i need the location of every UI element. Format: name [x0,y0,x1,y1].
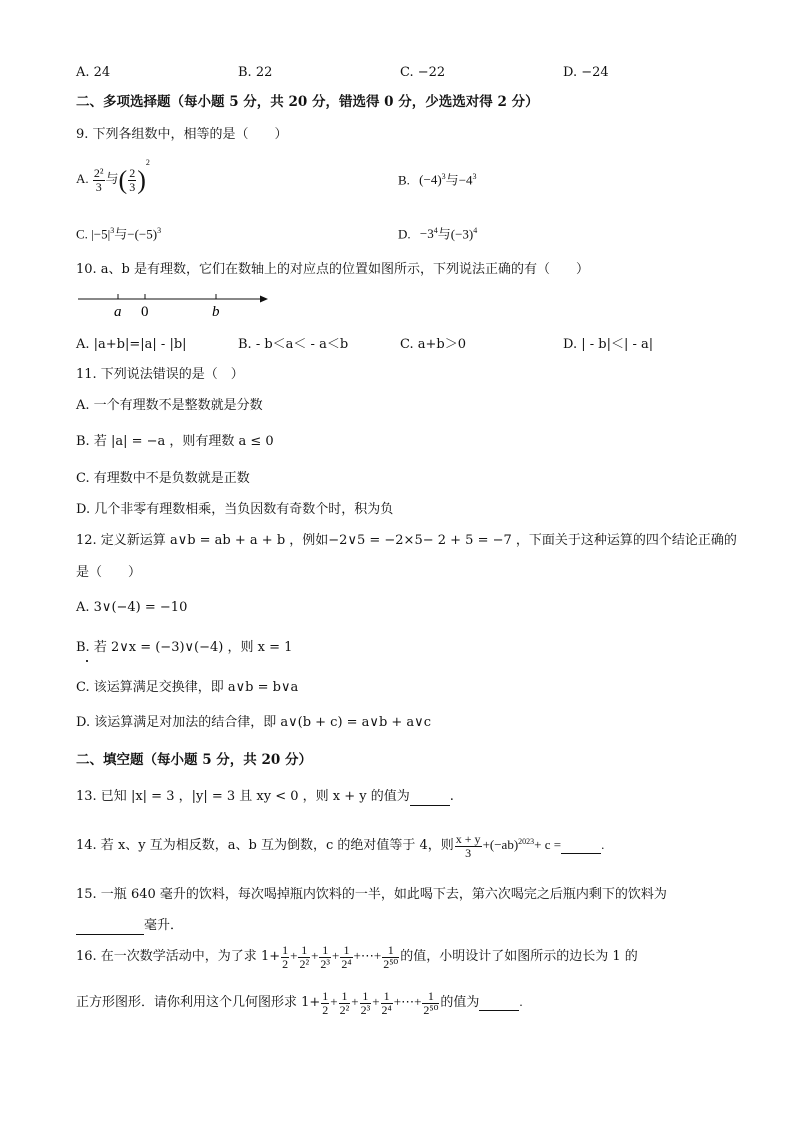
section-heading-multiple-choice: 二、多项选择题（每小题 5 分，共 20 分，错选得 0 分，少选选对得 2 分） [76,94,539,110]
exponent: 2 [145,158,150,167]
q14-mid: +(−ab) [482,837,519,853]
exponent: 2023 [518,836,535,846]
exponent: 4 [433,226,438,235]
q10-option-b: B. - b＜a＜ - a＜b [238,337,349,352]
q9-option-d [398,226,477,242]
answer-blank[interactable] [479,994,519,1011]
expression-base: −3 [419,226,434,242]
expression-tail: −(−5) [127,226,158,242]
fraction-numerator: 1 [322,989,329,1003]
q16-end: . [519,994,523,1010]
q13-text: 13. 已知 |x| = 3 ，|y| = 3 且 xy < 0 ，则 x + y 的值为 [76,789,410,804]
option-label: C. [76,226,88,242]
q14-end: . [601,837,605,853]
q15-line1: 15. 一瓶 640 毫升的饮料，每次喝掉瓶内饮料的一半，如此喝下去，第六次喝完之后瓶内剩下的饮料为 [76,887,667,902]
plus-sign: + [290,948,298,964]
number-line-figure [76,290,276,322]
q9-option-b [398,172,477,188]
q16-text-post: 的值，小明设计了如图所示的边长为 1 的 [400,949,638,965]
ellipsis: +⋯+ [353,948,382,964]
fraction-denominator: 2² [299,956,310,971]
ellipsis: +⋯+ [393,994,422,1010]
q14-tail: + c = [534,837,562,853]
connector-word: 与 [445,172,459,188]
q12-option-d: D. 该运算满足对加法的结合律，即 a∨(b + c) = a∨b + a∨c [76,715,431,730]
fraction-numerator: 1 [298,944,310,958]
q16-text-pre: 16. 在一次数学活动中，为了求 1+ [76,949,281,965]
q9-stem: 9. 下列各组数中，相等的是（ ） [76,127,288,142]
expression-base: (−4) [419,172,442,188]
section-heading-fill-in: 二、填空题（每小题 5 分，共 20 分） [76,752,312,768]
fraction-numerator: 1 [381,990,393,1004]
q16-line2 [76,990,523,1016]
q12-option-c: C. 该运算满足交换律，即 a∨b = b∨a [76,680,299,695]
q16-line1 [76,944,638,970]
q9-option-c [76,226,161,242]
connector-word: 与 [437,226,451,242]
axis-arrow [260,296,268,303]
fraction-numerator: 2² [93,165,104,180]
q8-option-a: A. 24 [76,65,111,80]
expression-tail: (−3) [450,226,474,242]
connector-word: 与 [114,226,128,242]
plus-sign: + [372,994,380,1010]
exponent: 3 [441,172,446,181]
option-label: A. [76,171,89,186]
plus-sign: + [332,948,340,964]
stray-dot [86,660,88,662]
q12-option-b: B. 若 2∨x = (−3)∨(−4) ，则 x = 1 [76,640,293,655]
axis-label-b: b [212,304,220,320]
q12-stem-line2: 是（ ） [76,565,142,580]
answer-blank[interactable] [410,789,450,806]
q13 [76,789,454,806]
plus-sign: + [311,948,319,964]
q15-unit: 毫升． [144,918,184,933]
fraction-denominator: 2⁴ [381,1002,392,1017]
exponent: 3 [472,172,477,181]
fraction-denominator: 3 [95,179,102,194]
fraction-numerator: 1 [422,990,439,1004]
q12-stem-line1: 12. 定义新运算 a∨b = ab + a + b ，例如−2∨5 = −2×5− 2 + 5 = −7 ，下面关于这种运算的四个结论正确的 [76,533,737,548]
expression-tail: −4 [458,172,473,188]
exponent: 3 [110,226,115,235]
q10-option-c: C. a+b＞0 [400,337,466,352]
axis-label-0: 0 [141,304,149,320]
fraction-denominator: 2⁵⁰ [423,1002,439,1017]
q12-option-a: A. 3∨(−4) = −10 [76,600,188,615]
q9-option-a: A. $\frac{\text{2²}}{3}$ 与( $\frac{2}{3}$ )$^2$ [76,158,150,195]
fraction-denominator: 2² [339,1002,350,1017]
fraction-numerator: 1 [319,944,331,958]
plus-sign: + [330,994,338,1010]
q10-option-d: D. | - b|＜| - a| [563,337,654,352]
q11-option-d: D. 几个非零有理数相乘，当负因数有奇数个时，积为负 [76,502,394,517]
exponent: 4 [473,226,478,235]
fraction-numerator: 1 [360,990,372,1004]
fraction-denominator: 3 [465,845,472,860]
fraction-numerator: x + y [455,832,481,846]
fraction-denominator: 2 [322,1002,329,1017]
q8-option-d: D. −24 [563,65,609,80]
q11-option-b: B. 若 |a| = −a ，则有理数 a ≤ 0 [76,434,274,449]
q16-text-pre: 正方形图形．请你利用这个几何图形求 1+ [76,995,321,1011]
q14 [76,833,604,859]
fraction-numerator: 2 [129,165,136,180]
fraction-denominator: 2³ [320,956,331,971]
plus-sign: + [351,994,359,1010]
q10-option-a: A. |a+b|=|a| - |b| [76,337,187,352]
fraction-denominator: 2³ [360,1002,371,1017]
fraction-denominator: 3 [129,179,136,194]
q11-option-a: A. 一个有理数不是整数就是分数 [76,398,263,413]
q10-stem: 10. a、b 是有理数，它们在数轴上的对应点的位置如图所示，下列说法正确的有（ ） [76,262,590,277]
connector-word: 与 [105,171,119,186]
exponent: 3 [157,226,162,235]
q16-text-post: 的值为 [440,995,480,1011]
fraction-denominator: 2⁵⁰ [383,956,399,971]
q11-stem: 11. 下列说法错误的是（ ） [76,367,244,382]
fraction-denominator: 2 [282,956,289,971]
expression-base: |−5| [91,226,111,242]
fraction-denominator: 2⁴ [341,956,352,971]
q8-option-b: B. 22 [238,65,273,80]
axis-label-a: a [114,304,122,320]
fraction-numerator: 1 [282,943,289,957]
fraction-numerator: 1 [382,944,399,958]
option-label: B. [398,172,410,188]
fraction-numerator: 1 [339,990,351,1004]
option-label: D. [398,226,411,242]
q11-option-c: C. 有理数中不是负数就是正数 [76,471,250,486]
q8-option-c: C. −22 [400,65,446,80]
q15-line2 [76,918,183,935]
answer-blank[interactable] [76,918,144,935]
q14-text: 14. 若 x、y 互为相反数，a、b 互为倒数，c 的绝对值等于 4，则 [76,838,454,854]
q13-end: . [449,789,454,804]
fraction-numerator: 1 [340,944,352,958]
answer-blank[interactable] [561,837,601,854]
